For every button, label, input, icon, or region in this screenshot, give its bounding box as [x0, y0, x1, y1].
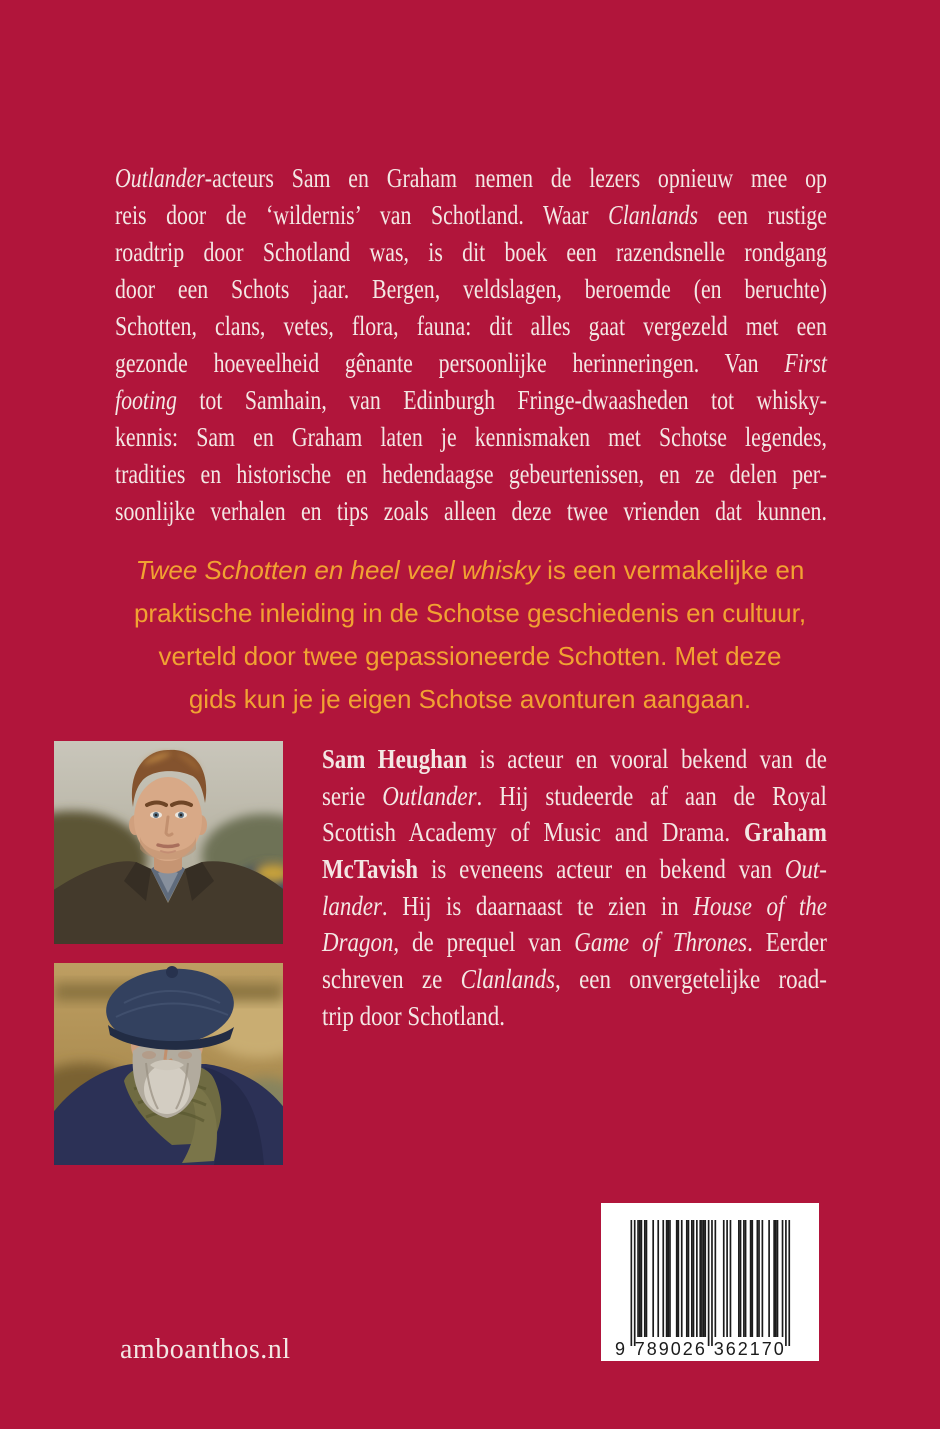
barcode-bar: [678, 1220, 680, 1337]
text-segment: kennis: Sam en Graham laten je kennismaken met Schotse legendes,: [115, 422, 827, 452]
barcode-bar: [662, 1220, 664, 1337]
text-segment: tradities en historische en hedendaagse gebeurtenissen, en ze delen per-: [115, 459, 827, 489]
text-line: [322, 924, 827, 961]
text-segment: gids kun je je eigen Schotse avonturen aangaan.: [188, 684, 752, 714]
barcode-bar: [703, 1220, 705, 1337]
text-segment: verteld door twee gepassioneerde Schotten. Met deze: [158, 641, 782, 671]
barcode-bar: [740, 1220, 742, 1337]
text-line: [322, 778, 827, 815]
barcode-bar: [762, 1220, 764, 1337]
text-segment: . Hij is daarnaast te zien in: [381, 890, 694, 921]
text-line: [322, 851, 827, 888]
text-segment: Out-: [784, 854, 827, 885]
text-segment: lander: [322, 890, 382, 921]
barcode-bar: [785, 1220, 787, 1346]
text-line: [115, 456, 827, 493]
text-segment: trip door Schotland.: [322, 1000, 505, 1031]
text-line: [322, 998, 827, 1035]
barcode-bar: [691, 1220, 693, 1337]
barcode-digits-group1: 789026: [634, 1339, 707, 1359]
barcode-bar: [726, 1220, 728, 1337]
graham-mctavish-photo-art: [54, 963, 283, 1165]
text-segment: -acteurs Sam en Graham nemen de lezers opnieuw mee op: [204, 163, 827, 193]
text-line: [115, 197, 827, 234]
barcode-bar: [688, 1220, 690, 1337]
text-segment: Graham: [744, 817, 827, 848]
text-segment: door een Schots jaar. Bergen, veldslagen, beroemde (en beruchte): [115, 274, 827, 304]
text-segment: Clanlands: [608, 200, 698, 230]
text-segment: Twee Schotten en heel veel whisky: [135, 555, 540, 585]
text-segment: First: [784, 348, 827, 378]
text-segment: . Eerder: [747, 927, 827, 958]
text-line: [40, 549, 900, 592]
text-segment: Schotten, clans, vetes, flora, fauna: dit alles gaat vergezeld met een: [115, 311, 827, 341]
text-line: [322, 961, 827, 998]
text-segment: , de prequel van: [393, 927, 575, 958]
sam-heughan-photo: [54, 741, 283, 944]
barcode-bar: [757, 1220, 759, 1337]
barcode-bar: [637, 1220, 639, 1337]
highlight-quote: [40, 549, 900, 721]
text-line: [40, 635, 900, 678]
text-line: [115, 308, 827, 345]
barcode-bar: [745, 1220, 747, 1337]
barcode-bar: [693, 1220, 695, 1337]
barcode-bar: [708, 1220, 710, 1346]
text-line: [115, 345, 827, 382]
text-segment: Clanlands: [460, 964, 556, 995]
text-segment: Outlander: [115, 163, 205, 193]
graham-mctavish-photo: [54, 963, 283, 1165]
text-segment: een rustige: [697, 200, 827, 230]
text-segment: , een onvergetelijke road-: [555, 964, 827, 995]
barcode-bar: [751, 1220, 753, 1337]
barcode-bar: [715, 1220, 717, 1337]
text-segment: reis door de ‘wildernis’ van Schotland. Waar: [115, 200, 609, 230]
barcode-bar: [652, 1220, 654, 1337]
barcode-bar: [631, 1220, 633, 1346]
text-line: [40, 592, 900, 635]
barcode-bar: [641, 1220, 643, 1337]
barcode-bar: [644, 1220, 646, 1337]
text-segment: Scottish Academy of Music and Drama.: [322, 817, 745, 848]
barcode-bar: [699, 1220, 701, 1337]
barcode-bar: [788, 1220, 790, 1346]
barcode-digits-group2: 362170: [713, 1339, 786, 1359]
barcode-bar: [669, 1220, 671, 1337]
barcode-bar: [782, 1220, 784, 1337]
text-segment: McTavish: [322, 854, 419, 885]
text-segment: . Hij studeerde af aan de Royal: [476, 780, 827, 811]
text-line: [115, 419, 827, 456]
barcode-bar: [750, 1220, 752, 1337]
text-line: [115, 234, 827, 271]
text-segment: is een vermakelijke en: [539, 555, 805, 585]
publisher-website: amboanthos.nl: [120, 1334, 291, 1365]
barcode-bar: [701, 1220, 703, 1337]
author-bio-paragraph: [322, 741, 827, 1035]
text-segment: Outlander: [382, 780, 477, 811]
barcode-bar: [639, 1220, 641, 1337]
text-segment: praktische inleiding in de Schotse geschiedenis en cultuur,: [133, 598, 807, 628]
text-line: [115, 382, 827, 419]
text-segment: Game of Thrones: [574, 927, 748, 958]
barcode-bar: [723, 1220, 725, 1337]
barcode-bar: [773, 1220, 775, 1337]
barcode-svg: [601, 1203, 819, 1361]
barcode-bar: [758, 1220, 760, 1337]
text-segment: schreven ze: [322, 964, 461, 995]
text-segment: Sam Heughan: [322, 744, 468, 774]
text-line: [115, 493, 827, 530]
text-segment: serie: [322, 780, 383, 811]
text-line: [115, 271, 827, 308]
back-blurb-paragraph: [115, 160, 827, 530]
barcode-bar: [711, 1220, 713, 1346]
barcode-bar: [676, 1220, 678, 1337]
text-segment: gezonde hoeveelheid gênante persoonlijke herinneringen. Van: [115, 348, 785, 378]
text-segment: roadtrip door Schotland was, is dit boek een razendsnelle rondgang: [115, 237, 827, 267]
text-segment: House of the: [693, 890, 827, 921]
barcode-digit-left: 9: [614, 1339, 627, 1359]
barcode-bar: [704, 1220, 706, 1337]
text-line: [322, 741, 827, 778]
text-line: [322, 814, 827, 851]
barcode-bar: [696, 1220, 698, 1337]
text-segment: is eveneens acteur en bekend van: [418, 854, 785, 885]
barcode-bar: [775, 1220, 777, 1337]
barcode-bar: [686, 1220, 688, 1337]
barcode-bar: [666, 1220, 668, 1337]
barcode-bar: [730, 1220, 732, 1337]
text-line: [322, 888, 827, 925]
barcode-bar: [646, 1220, 648, 1337]
barcode-bar: [777, 1220, 779, 1337]
text-line: [40, 678, 900, 721]
barcode-bar: [738, 1220, 740, 1337]
text-segment: soonlijke verhalen en tips zoals alleen deze twee vrienden dat kunnen.: [115, 496, 827, 526]
text-segment: Dragon: [322, 927, 394, 958]
barcode-bar: [743, 1220, 745, 1337]
text-segment: footing: [115, 385, 177, 415]
barcode-bar: [768, 1220, 770, 1337]
text-line: [115, 160, 827, 197]
barcode-bar: [667, 1220, 669, 1337]
barcode: [601, 1203, 819, 1361]
barcode-bar: [681, 1220, 683, 1337]
text-segment: is acteur en vooral bekend van de: [467, 744, 827, 774]
sam-heughan-photo-art: [54, 741, 283, 944]
barcode-bar: [634, 1220, 636, 1346]
barcode-bar: [657, 1220, 659, 1337]
text-segment: tot Samhain, van Edinburgh Fringe-dwaasheden tot whisky-: [176, 385, 827, 415]
